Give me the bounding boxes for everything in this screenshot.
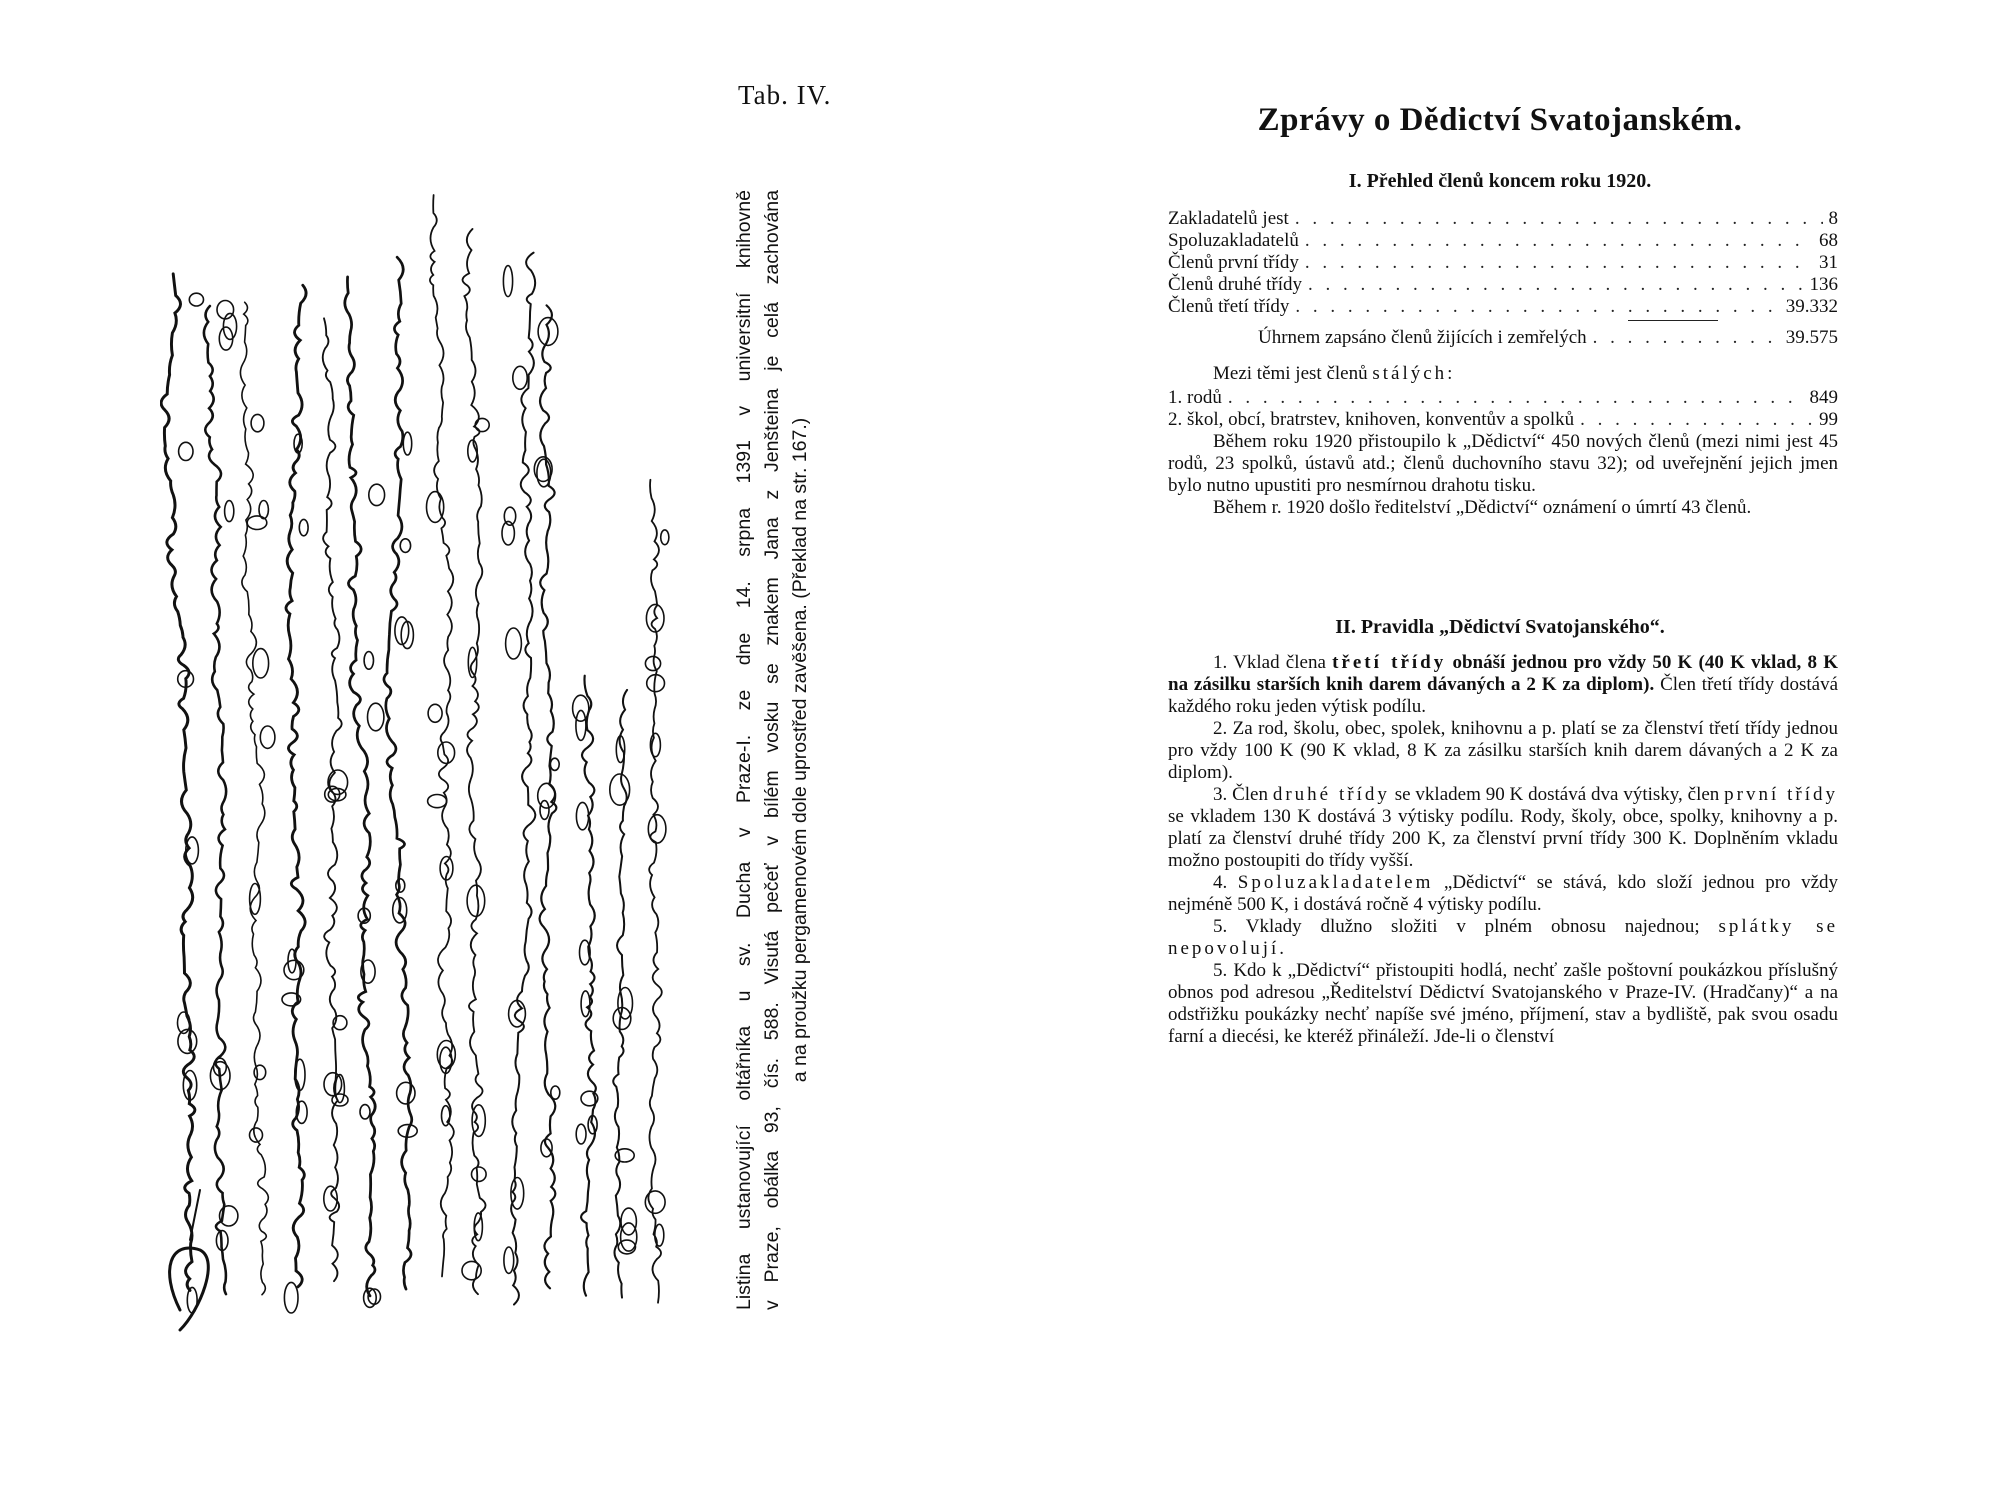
- permanent-label: 1. rodů: [1168, 387, 1222, 408]
- section-heading: II. Pravidla „Dědictví Svatojanského“.: [1335, 616, 1665, 638]
- handwriting-loop: [247, 516, 267, 530]
- caption-line: v Praze, obálka 93, čís. 588. Visutá pečeť v bílém vosku se znakem Jana z Jenšteina je celá zachována: [761, 190, 783, 1310]
- handwriting-loop: [648, 815, 666, 843]
- member-row: [1168, 296, 1838, 318]
- handwriting-stroke: [240, 302, 268, 1294]
- sum-rule: [1628, 320, 1718, 327]
- rule-paragraph: 4. Spoluzakladatelem „Dědictví“ se stává, kdo složí jednou pro vždy nejméně 500 K, i dostává ročně 4 výtisky podílu.: [1168, 872, 1838, 915]
- handwriting-loop: [428, 704, 442, 722]
- handwriting-stroke: [384, 257, 412, 1289]
- handwriting-stroke: [511, 253, 535, 1305]
- handwriting-loop: [324, 1073, 342, 1096]
- handwriting-loop: [541, 1139, 552, 1157]
- member-label: Členů druhé třídy: [1168, 274, 1303, 295]
- rule-paragraph: 3. Člen druhé třídy se vkladem 90 K dostává dva výtisky, člen první třídy se vkladem 130 K dostává 3 výtisky podílu. Rody, školy, obce, spolky, knihovny a p. platí za členství druhé třídy 200 K, za členství první třídy 300 K. Doplněním vkladu možno postoupiti do třídy vyšší.: [1168, 784, 1839, 871]
- handwriting-loop: [369, 484, 385, 505]
- handwriting-loop: [284, 1282, 298, 1313]
- paragraph: Během r. 1920 došlo ředitelství „Dědictví“ oznámení o úmrtí 43 členů.: [1213, 497, 1752, 518]
- total-count: 39.575: [1785, 327, 1838, 348]
- handwriting-loop: [400, 539, 410, 553]
- handwriting-loop: [472, 1167, 487, 1181]
- handwriting-loop: [187, 1287, 197, 1313]
- handwriting-loop: [655, 1224, 664, 1246]
- section-heading: I. Přehled členů koncem roku 1920.: [1348, 170, 1652, 192]
- handwriting-loop: [360, 1105, 370, 1119]
- handwriting-loop: [179, 442, 193, 460]
- handwriting-loop: [442, 1106, 450, 1126]
- handwriting-loop: [621, 1223, 637, 1251]
- rule-paragraph: 5. Kdo k „Dědictví“ přistoupiti hodlá, nechť zašle poštovní poukázkou příslušný obnos pod adresou „Ředitelství Dědictví Svatojanského v Praze-IV. (Hradčany)“ a na odstřižku poukázky nechť napíše své jméno, příjmení, stav a bydliště, pak svou osadu farní a diecési, ke kteréž přináleží. Jde-li o členství: [1168, 960, 1838, 1047]
- paragraph: Během roku 1920 přistoupilo k „Dědictví“ 450 nových členů (mezi nimi jest 45 rodů, 23 spolků, ústavů atd.; členů duchovního stavu 32); od uveřejnění jejich jmen bylo nutno upustiti pro nesmírnou drahotu tisku.: [1168, 431, 1838, 496]
- member-count: 31: [1819, 252, 1838, 273]
- permanent-row: [1168, 409, 1838, 431]
- handwriting-loop: [428, 795, 447, 808]
- handwriting-loop: [299, 519, 308, 535]
- handwriting-loop: [189, 293, 203, 306]
- handwriting-loop: [403, 432, 411, 455]
- handwriting-loop: [573, 695, 589, 721]
- rule-paragraph: 5. Vklady dlužno složiti v plném obnosu najednou; splátky se nepovolují.: [1168, 916, 1839, 959]
- handwriting-loop: [472, 1105, 485, 1137]
- permanent-count: 849: [1809, 387, 1838, 408]
- rule-paragraph: 1. Vklad člena třetí třídy obnáší jednou pro vždy 50 K (40 K vklad, 8 K na zásilku starších knih darem dávaných a 2 K za diplom). Člen třetí třídy dostává každého roku jeden výtisk podílu.: [1168, 652, 1839, 717]
- handwriting-stroke: [648, 480, 661, 1303]
- handwriting-loop: [253, 649, 269, 678]
- page-title: Zprávy o Dědictví Svatojanském.: [1257, 102, 1743, 138]
- caption: [730, 190, 850, 1310]
- handwriting-loop: [401, 621, 413, 648]
- handwriting-loop: [368, 703, 384, 731]
- member-row: [1168, 230, 1838, 252]
- member-label: Spoluzakladatelů: [1168, 230, 1299, 251]
- handwriting-loop: [506, 628, 522, 659]
- permanent-count: 99: [1819, 409, 1838, 430]
- handwriting-loop: [250, 884, 261, 915]
- handwriting-loop: [467, 885, 485, 916]
- manuscript-image: [160, 190, 710, 1350]
- member-row: [1168, 274, 1838, 296]
- total-label: Úhrnem zapsáno členů žijících i zemřelých: [1258, 327, 1587, 348]
- handwriting-loop: [610, 774, 630, 805]
- handwriting-loop: [504, 1247, 514, 1273]
- permanent-intro: Mezi těmi jest členů stálých:: [1213, 363, 1456, 384]
- handwriting-loop: [364, 652, 373, 670]
- handwriting-loop: [540, 801, 549, 820]
- handwriting-loop: [462, 1261, 481, 1279]
- plate-label: Tab. IV.: [738, 80, 832, 110]
- handwriting-loop: [427, 492, 444, 523]
- handwriting-loop: [551, 1086, 560, 1099]
- handwriting-loop: [581, 991, 590, 1017]
- handwriting-loop: [509, 1000, 526, 1027]
- total-row: [1168, 327, 1838, 349]
- member-label: Členů třetí třídy: [1168, 296, 1290, 317]
- handwriting-loop: [251, 414, 264, 431]
- handwriting-stroke: [581, 676, 596, 1296]
- handwriting-loop: [260, 726, 275, 748]
- member-label: Zakladatelů jest: [1168, 208, 1289, 229]
- member-overview: [1168, 208, 1838, 519]
- member-row: [1168, 252, 1838, 274]
- handwriting-loop: [576, 802, 588, 829]
- member-row: [1168, 208, 1838, 230]
- handwriting-loop: [550, 758, 559, 770]
- handwriting-loop: [475, 418, 489, 431]
- member-count: 8: [1828, 208, 1838, 229]
- handwriting-loop: [225, 501, 234, 522]
- handwriting-loop: [576, 710, 586, 740]
- handwriting-stroke: [161, 274, 195, 1290]
- caption-line: a na proužku pergamenovém dole uprostřed zavěšena. (Překlad na str. 167.): [789, 417, 811, 1083]
- handwriting-loop: [178, 1029, 197, 1053]
- handwriting-loop: [621, 1208, 636, 1235]
- handwriting-loop: [503, 266, 512, 297]
- rule-paragraph: 2. Za rod, školu, obec, spolek, knihovnu a p. platí se za členství třetí třídy jednou pro vždy 100 K (90 K vklad, 8 K za zásilku starších knih darem dávaných a 2 K za diplom).: [1168, 718, 1838, 783]
- right-page: [1000, 0, 1998, 1501]
- handwriting-stroke: [204, 306, 226, 1294]
- rules-text: [1168, 652, 1838, 1048]
- handwriting-loop: [661, 530, 669, 545]
- handwriting-loop: [397, 1082, 415, 1104]
- handwriting-stroke: [345, 277, 375, 1296]
- member-count: 39.332: [1785, 296, 1838, 317]
- handwriting-loop: [538, 783, 556, 808]
- permanent-row: [1168, 387, 1838, 409]
- permanent-label: 2. škol, obcí, bratrstev, knihoven, konventův a spolků: [1168, 409, 1575, 430]
- member-count: 68: [1819, 230, 1838, 251]
- member-label: Členů první třídy: [1168, 252, 1299, 273]
- member-count: 136: [1809, 274, 1838, 295]
- handwriting-loop: [254, 1065, 266, 1079]
- handwriting-loop: [576, 1124, 586, 1144]
- caption-line: Listina ustanovující oltářníka u sv. Ducha v Praze-I. ze dne 14. srpna 1391 v universitní knihovně: [733, 190, 755, 1310]
- handwriting-loop: [438, 742, 455, 763]
- handwriting-loop: [513, 366, 527, 389]
